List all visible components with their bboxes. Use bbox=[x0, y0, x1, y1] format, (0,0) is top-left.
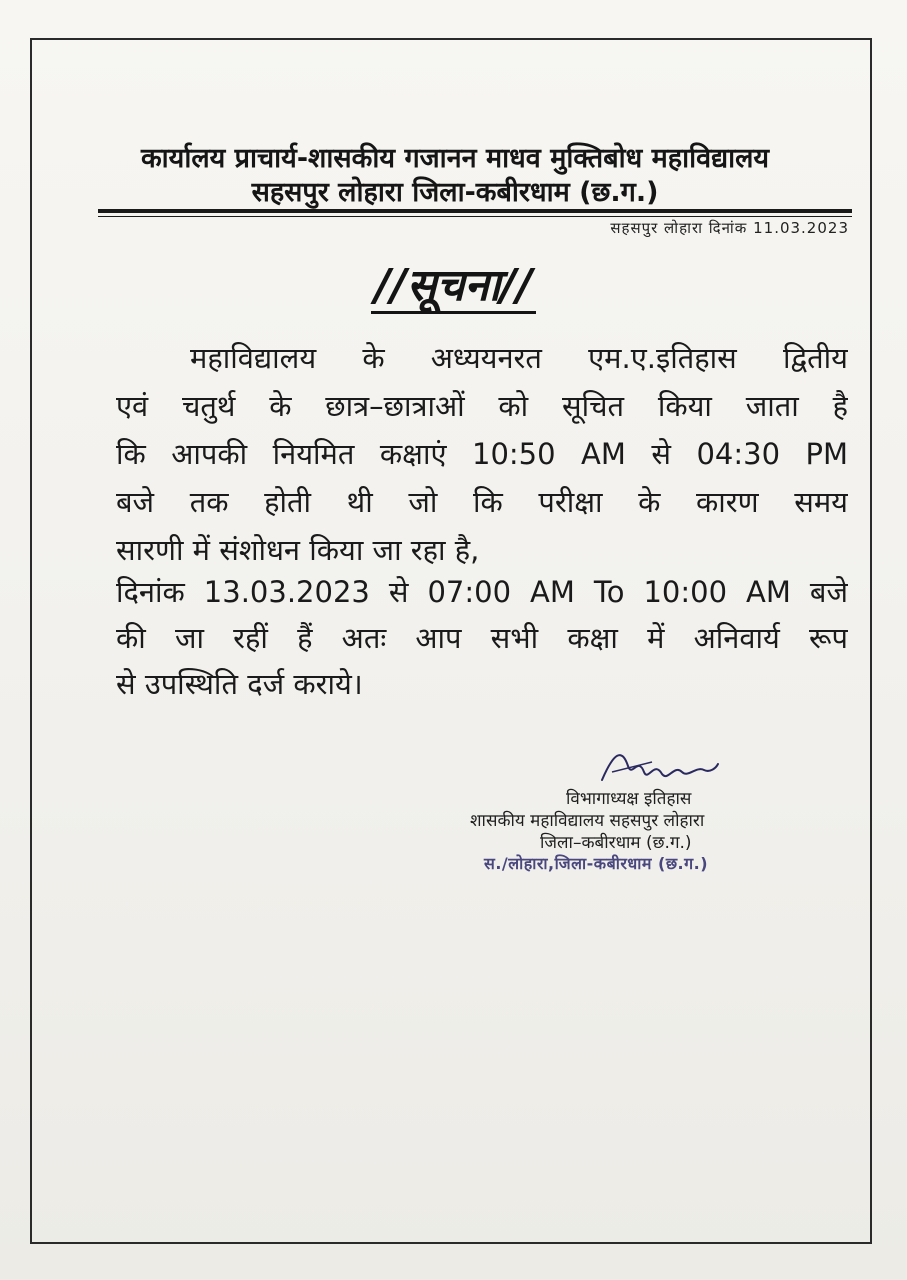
office-stamp: स./लोहारा,जिला-कबीरधाम (छ.ग.) bbox=[484, 854, 709, 873]
place-date-line: सहसपुर लोहारा दिनांक 11.03.2023 bbox=[610, 219, 849, 237]
body-line-4: बजे तक होती थी जो कि परीक्षा के कारण समय bbox=[116, 485, 848, 519]
body-line-6: दिनांक 13.03.2023 से 07:00 AM To 10:00 AM बजे bbox=[116, 575, 848, 609]
body-line-2: एवं चतुर्थ के छात्र–छात्राओं को सूचित किया जाता है bbox=[116, 389, 848, 423]
signatory-designation: विभागाध्यक्ष इतिहास bbox=[566, 789, 692, 809]
header-rule-thick bbox=[98, 209, 852, 213]
body-line-5: सारणी में संशोधन किया जा रहा है, bbox=[116, 533, 480, 567]
body-line-7: की जा रहीं हैं अतः आप सभी कक्षा में अनिवार्य रूप bbox=[116, 621, 848, 655]
signatory-district: जिला–कबीरधाम (छ.ग.) bbox=[540, 833, 692, 853]
office-address: सहसपुर लोहारा जिला-कबीरधाम (छ.ग.) bbox=[251, 177, 659, 208]
header-rule-thin bbox=[98, 216, 852, 217]
body-line-3: कि आपकी नियमित कक्षाएं 10:50 AM से 04:30 PM bbox=[116, 437, 848, 471]
handwritten-signature bbox=[592, 742, 722, 792]
office-heading: कार्यालय प्राचार्य-शासकीय गजानन माधव मुक्तिबोध महाविद्यालय bbox=[140, 143, 770, 174]
signatory-institution: शासकीय महाविद्यालय सहसपुर लोहारा bbox=[470, 811, 705, 831]
notice-title-text: //सूचना// bbox=[371, 260, 537, 314]
body-line-8: से उपस्थिति दर्ज कराये। bbox=[116, 667, 363, 701]
notice-title bbox=[0, 253, 907, 313]
body-line-1: महाविद्यालय के अध्ययनरत एम.ए.इतिहास द्वितीय bbox=[190, 341, 848, 375]
